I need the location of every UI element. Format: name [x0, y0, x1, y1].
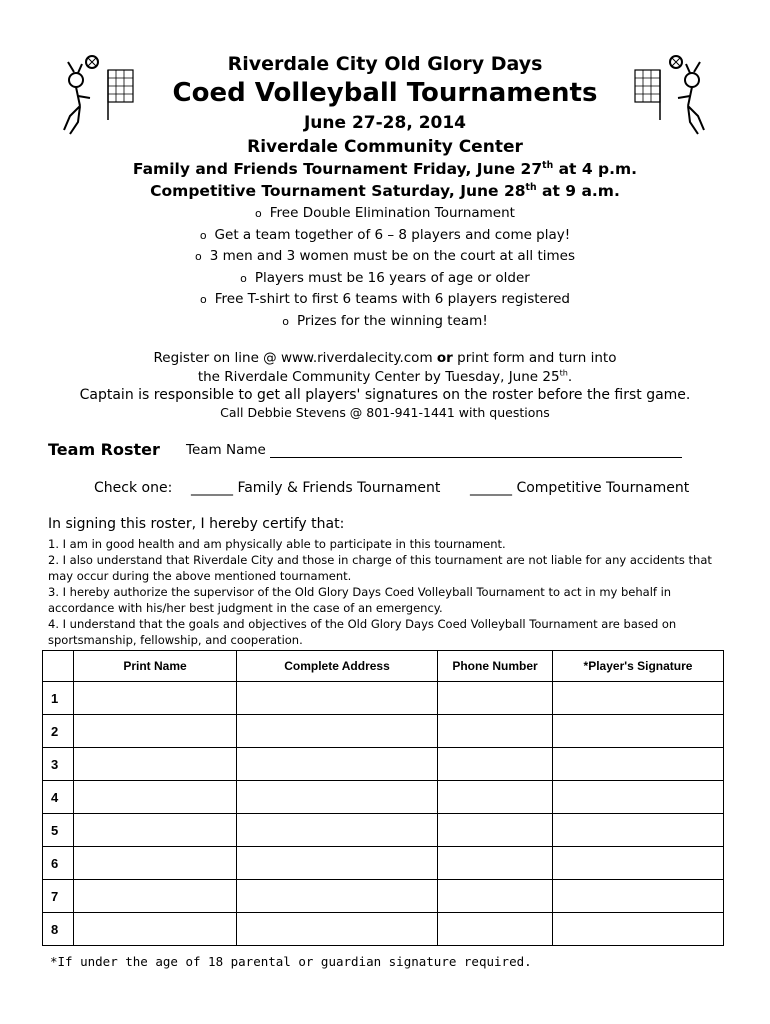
bullet-item: o Prizes for the winning team!	[282, 313, 488, 329]
table-row	[43, 715, 724, 748]
certify-item: 1. I am in good health and am physically able to participate in this tournament.	[48, 537, 506, 551]
phone-cell[interactable]	[438, 814, 553, 847]
row-number: 1	[43, 682, 74, 715]
competitive-option[interactable]	[470, 480, 689, 496]
bullet-item: o 3 men and 3 women must be on the court at all times	[195, 248, 575, 264]
signature-cell[interactable]	[553, 847, 724, 880]
contact-line: Call Debbie Stevens @ 801-941-1441 with questions	[220, 405, 550, 420]
certify-item: 2. I also understand that Riverdale City and those in charge of this tournament are not liable for any accidents that may occur during the above mentioned tournament.	[48, 553, 712, 583]
row-number: 5	[43, 814, 74, 847]
family-tournament-time: Family and Friends Tournament Friday, June 27th at 4 p.m.	[132, 159, 638, 178]
signature-cell[interactable]	[553, 748, 724, 781]
family-option-blank[interactable]: ______	[191, 480, 233, 496]
certify-list	[48, 536, 728, 648]
event-dates: June 27-28, 2014	[303, 113, 467, 133]
header-print-name: Print Name	[74, 651, 237, 682]
competitive-tournament-time: Competitive Tournament Saturday, June 28th at 9 a.m.	[150, 181, 620, 200]
team-name-field[interactable]	[186, 442, 682, 458]
competitive-option-label: Competitive Tournament	[516, 480, 690, 496]
print-name-cell[interactable]	[74, 682, 237, 715]
address-cell[interactable]	[237, 913, 438, 946]
phone-cell[interactable]	[438, 880, 553, 913]
family-option[interactable]	[191, 480, 440, 496]
phone-cell[interactable]	[438, 913, 553, 946]
row-number: 3	[43, 748, 74, 781]
row-number: 7	[43, 880, 74, 913]
signature-cell[interactable]	[553, 913, 724, 946]
address-cell[interactable]	[237, 715, 438, 748]
table-row	[43, 748, 724, 781]
team-roster-heading: Team Roster	[48, 440, 160, 459]
table-row	[43, 880, 724, 913]
captain-note: Captain is responsible to get all players' signatures on the roster before the first game.	[79, 387, 691, 403]
signature-cell[interactable]	[553, 715, 724, 748]
header-signature: *Player's Signature	[553, 651, 724, 682]
check-one-label: Check one:	[94, 480, 173, 496]
phone-cell[interactable]	[438, 781, 553, 814]
table-row	[43, 814, 724, 847]
phone-cell[interactable]	[438, 847, 553, 880]
bullet-item: o Get a team together of 6 – 8 players and come play!	[199, 227, 571, 243]
register-line: Register on line @ www.riverdalecity.com or print form and turn into	[153, 350, 617, 366]
header-number	[43, 651, 74, 682]
bullet-item: o Free Double Elimination Tournament	[255, 205, 515, 221]
address-cell[interactable]	[237, 682, 438, 715]
header-address: Complete Address	[237, 651, 438, 682]
team-name-label: Team Name	[186, 442, 266, 458]
print-name-cell[interactable]	[74, 814, 237, 847]
signature-cell[interactable]	[553, 682, 724, 715]
phone-cell[interactable]	[438, 715, 553, 748]
print-name-cell[interactable]	[74, 748, 237, 781]
address-cell[interactable]	[237, 847, 438, 880]
address-cell[interactable]	[237, 748, 438, 781]
phone-cell[interactable]	[438, 748, 553, 781]
certify-item: 3. I hereby authorize the supervisor of the Old Glory Days Coed Volleyball Tournament to act in my behalf in accordance with his/her best judgment in the case of an emergency.	[48, 585, 672, 615]
print-name-cell[interactable]	[74, 715, 237, 748]
certify-intro: In signing this roster, I hereby certify that:	[48, 516, 345, 532]
table-row	[43, 682, 724, 715]
phone-cell[interactable]	[438, 682, 553, 715]
team-name-line[interactable]	[270, 443, 682, 458]
print-name-cell[interactable]	[74, 913, 237, 946]
bullet-item: o Free T-shirt to first 6 teams with 6 players registered	[200, 291, 570, 307]
certify-item: 4. I understand that the goals and objectives of the Old Glory Days Coed Volleyball Tournament are based on sportsmanship, fellowship, and cooperation.	[48, 617, 677, 647]
row-number: 6	[43, 847, 74, 880]
roster-table	[42, 650, 724, 946]
row-number: 4	[43, 781, 74, 814]
table-row	[43, 913, 724, 946]
print-name-cell[interactable]	[74, 847, 237, 880]
print-name-cell[interactable]	[74, 781, 237, 814]
address-cell[interactable]	[237, 781, 438, 814]
row-number: 2	[43, 715, 74, 748]
table-row	[43, 847, 724, 880]
signature-cell[interactable]	[553, 814, 724, 847]
event-venue: Riverdale Community Center	[247, 137, 523, 157]
guardian-footnote: *If under the age of 18 parental or guardian signature required.	[50, 954, 532, 969]
bullet-item: o Players must be 16 years of age or older	[240, 270, 530, 286]
signature-cell[interactable]	[553, 880, 724, 913]
competitive-option-blank[interactable]: ______	[470, 480, 512, 496]
table-row	[43, 781, 724, 814]
table-header-row	[43, 651, 724, 682]
deadline-line: the Riverdale Community Center by Tuesday, June 25th.	[197, 367, 573, 385]
tournament-title: Coed Volleyball Tournaments	[172, 78, 598, 108]
event-title: Riverdale City Old Glory Days	[227, 53, 543, 75]
family-option-label: Family & Friends Tournament	[237, 480, 441, 496]
header-phone: Phone Number	[438, 651, 553, 682]
row-number: 8	[43, 913, 74, 946]
address-cell[interactable]	[237, 880, 438, 913]
print-name-cell[interactable]	[74, 880, 237, 913]
address-cell[interactable]	[237, 814, 438, 847]
signature-cell[interactable]	[553, 781, 724, 814]
